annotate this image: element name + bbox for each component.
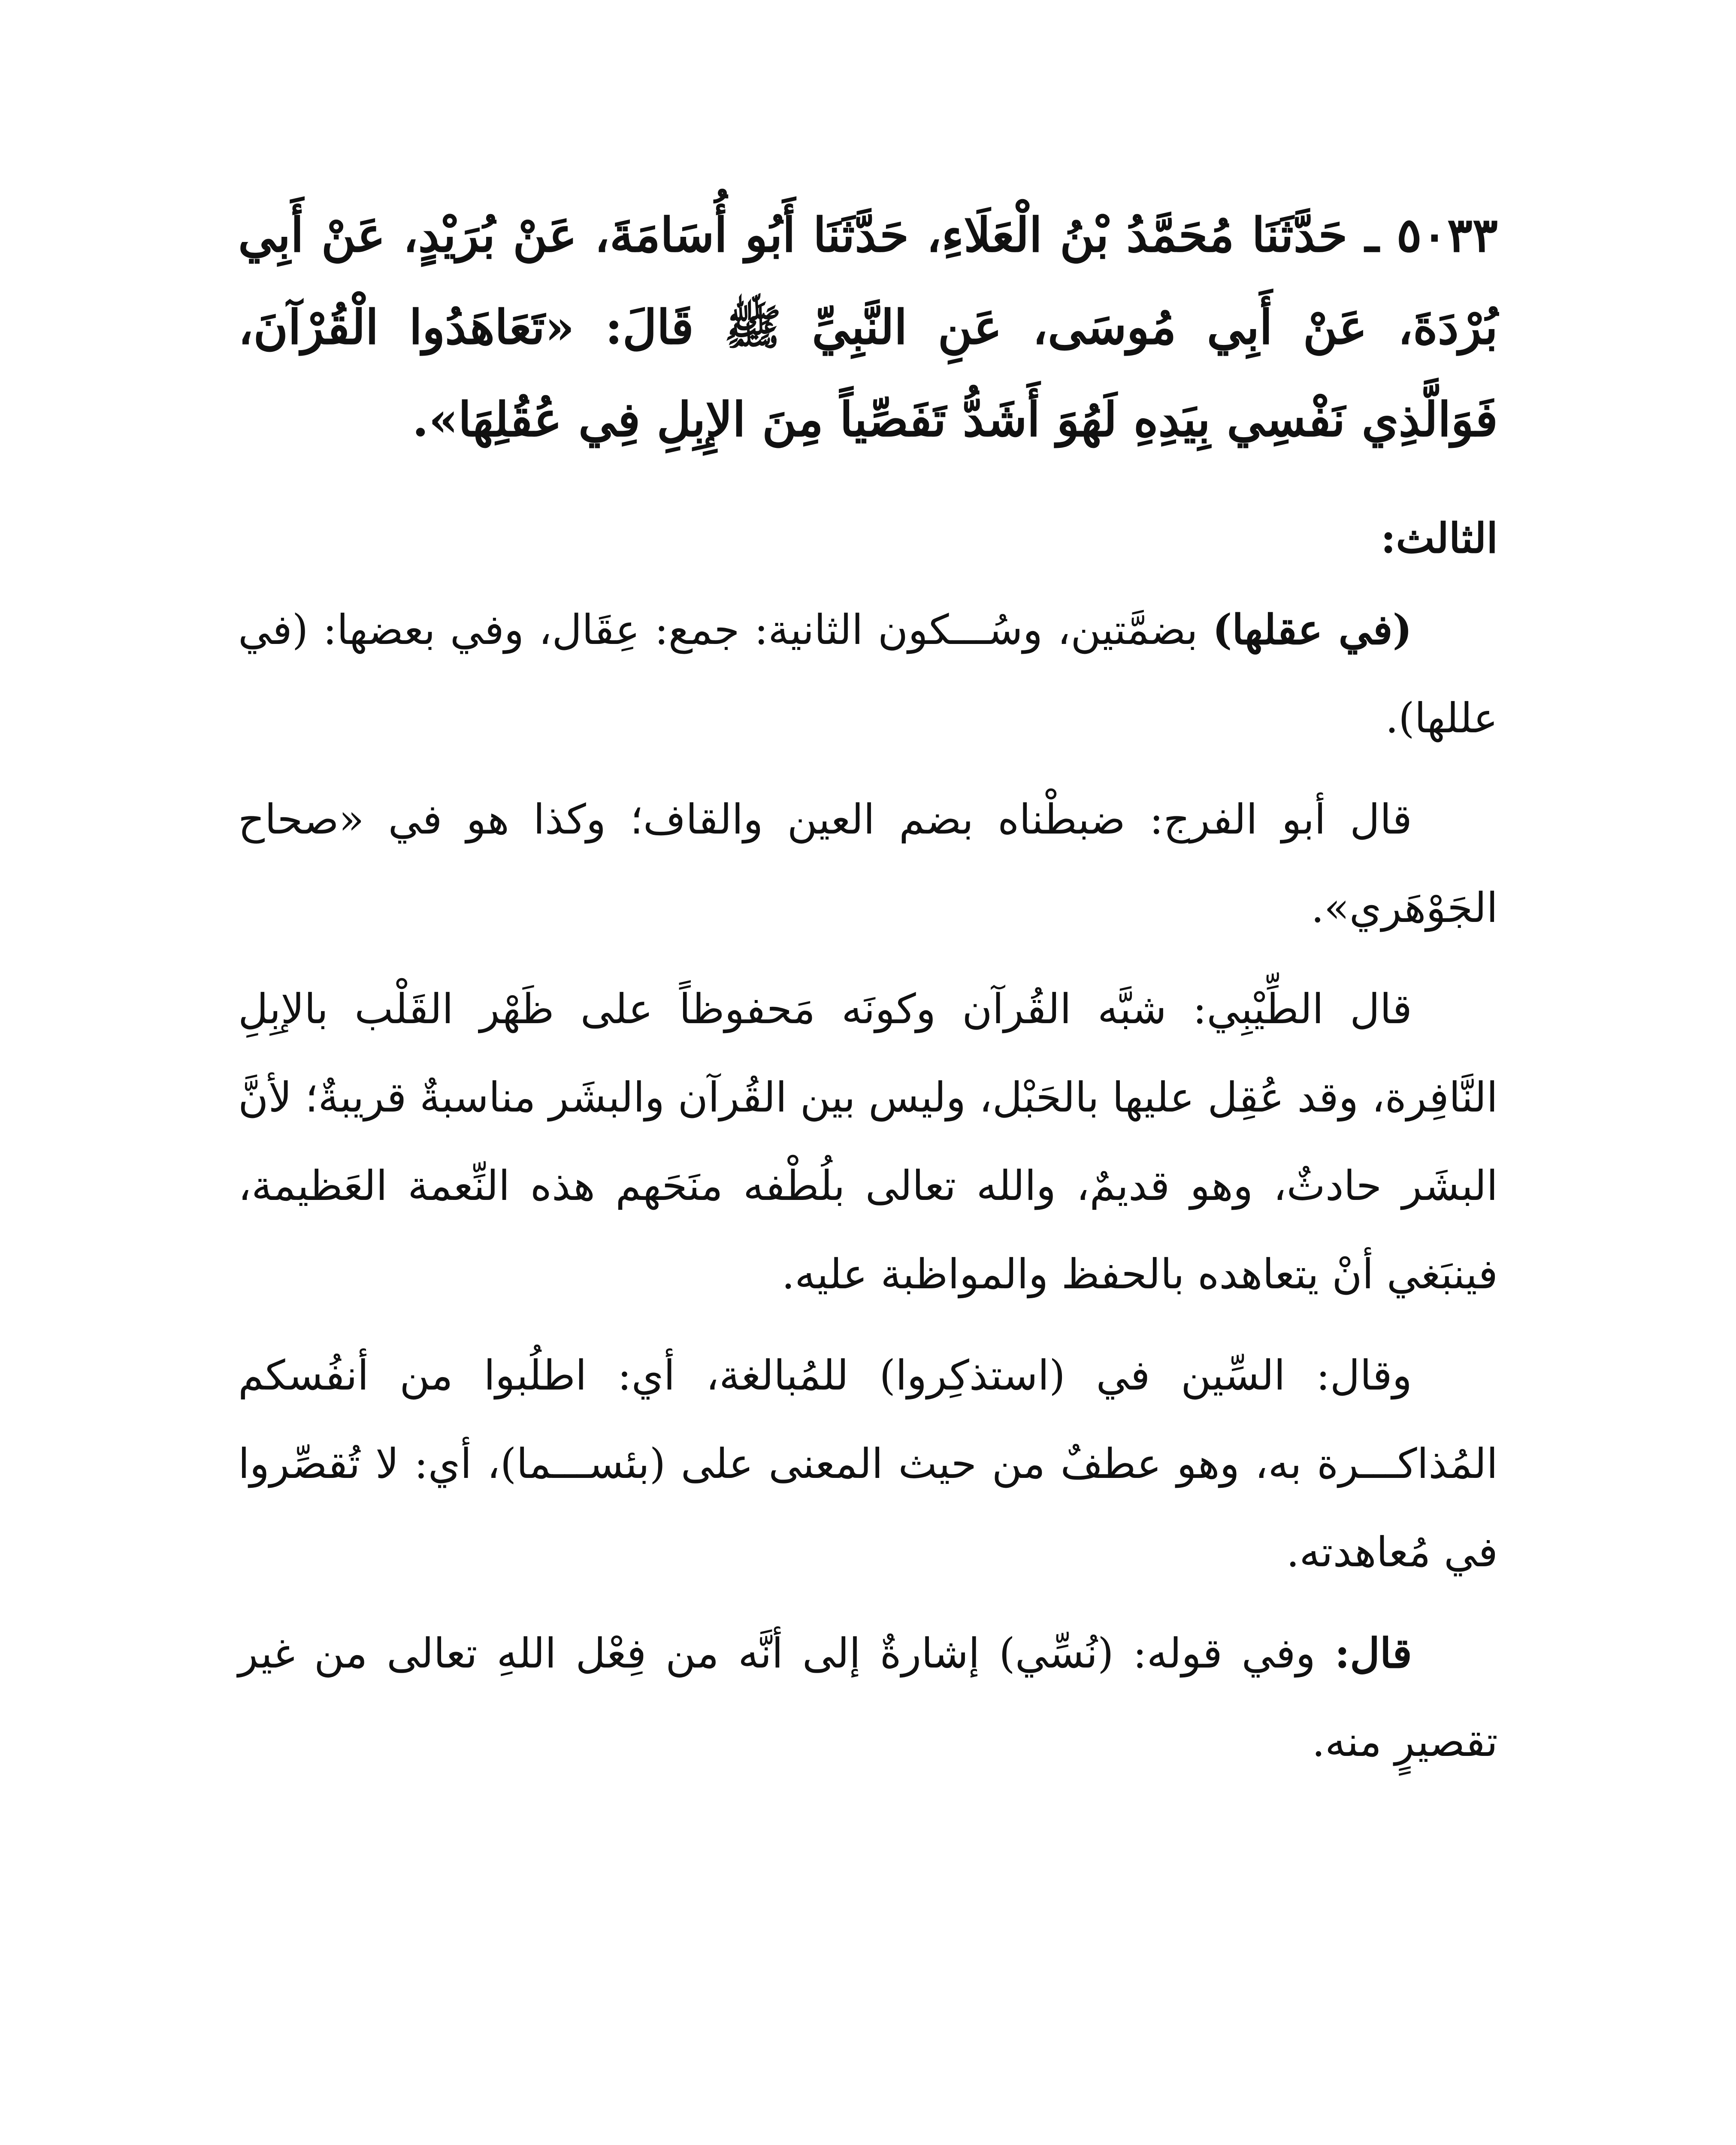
- commentary-paragraph: [238, 586, 1498, 762]
- paragraph-text: بضمَّتين، وسُـــكون الثانية: جمع: عِقَال، وفي بعضها: (في عللها).: [238, 606, 1498, 742]
- commentary-paragraph: [238, 1609, 1498, 1786]
- page-body: [238, 189, 1498, 1799]
- paragraph-lead: (في عقلها): [1213, 605, 1412, 654]
- paragraph-text: قال الطِّيْبِي: شبَّه القُرآن وكونَه مَحفوظاً على ظَهْر القَلْب بالإبِلِ النَّافِرة، وقد عُقِل عليها بالحَبْل، وليس بين القُرآن والبشَر مناسبةٌ قريبةٌ؛ لأنَّ البشَر حادثٌ، وهو قديمٌ، والله تعالى بلُطْفه منَحَهم هذه النِّعمة العَظيمة، فينبَغي أنْ يتعاهده بالحفظ والمواظبة عليه.: [238, 985, 1498, 1298]
- hadith-number: ٥٠٣٣: [1396, 207, 1498, 263]
- section-heading: الثالث:: [1380, 514, 1498, 562]
- paragraph-text: قال أبو الفرج: ضبطْناه بضم العين والقاف؛ وكذا هو في «صحاح الجَوْهَري».: [238, 795, 1498, 932]
- paragraph-text: وفي قوله: (نُسِّي) إشارةٌ إلى أنَّه من فِعْل اللهِ تعالى من غير تقصيرٍ منه.: [238, 1629, 1498, 1766]
- commentary-paragraph: [238, 1331, 1498, 1596]
- commentary-paragraph: [238, 775, 1498, 952]
- paragraph-lead: قال:: [1334, 1629, 1412, 1677]
- hadith-body: ـ حَدَّثَنَا مُحَمَّدُ بْنُ الْعَلَاءِ، حَدَّثَنَا أَبُو أُسَامَةَ، عَنْ بُرَيْدٍ، عَنْ أَبِي بُرْدَةَ، عَنْ أَبِي مُوسَى، عَنِ النَّبِيِّ ﷺ قَالَ: «تَعَاهَدُوا الْقُرْآنَ، فَوَالَّذِي نَفْسِي بِيَدِهِ لَهُوَ أَشَدُّ تَفَصِّياً مِنَ الإِبِلِ فِي عُقُلِهَا».: [238, 207, 1498, 447]
- commentary-paragraph: [238, 965, 1498, 1318]
- hadith-text: [238, 189, 1498, 465]
- paragraph-text: وقال: السِّين في (استذكِروا) للمُبالغة، أي: اطلُبوا من أنفُسكم المُذاكـــرة به، وهو عطفٌ من حيث المعنى على (بئســـما)، أي: لا تُقصِّروا في مُعاهدته.: [238, 1351, 1498, 1576]
